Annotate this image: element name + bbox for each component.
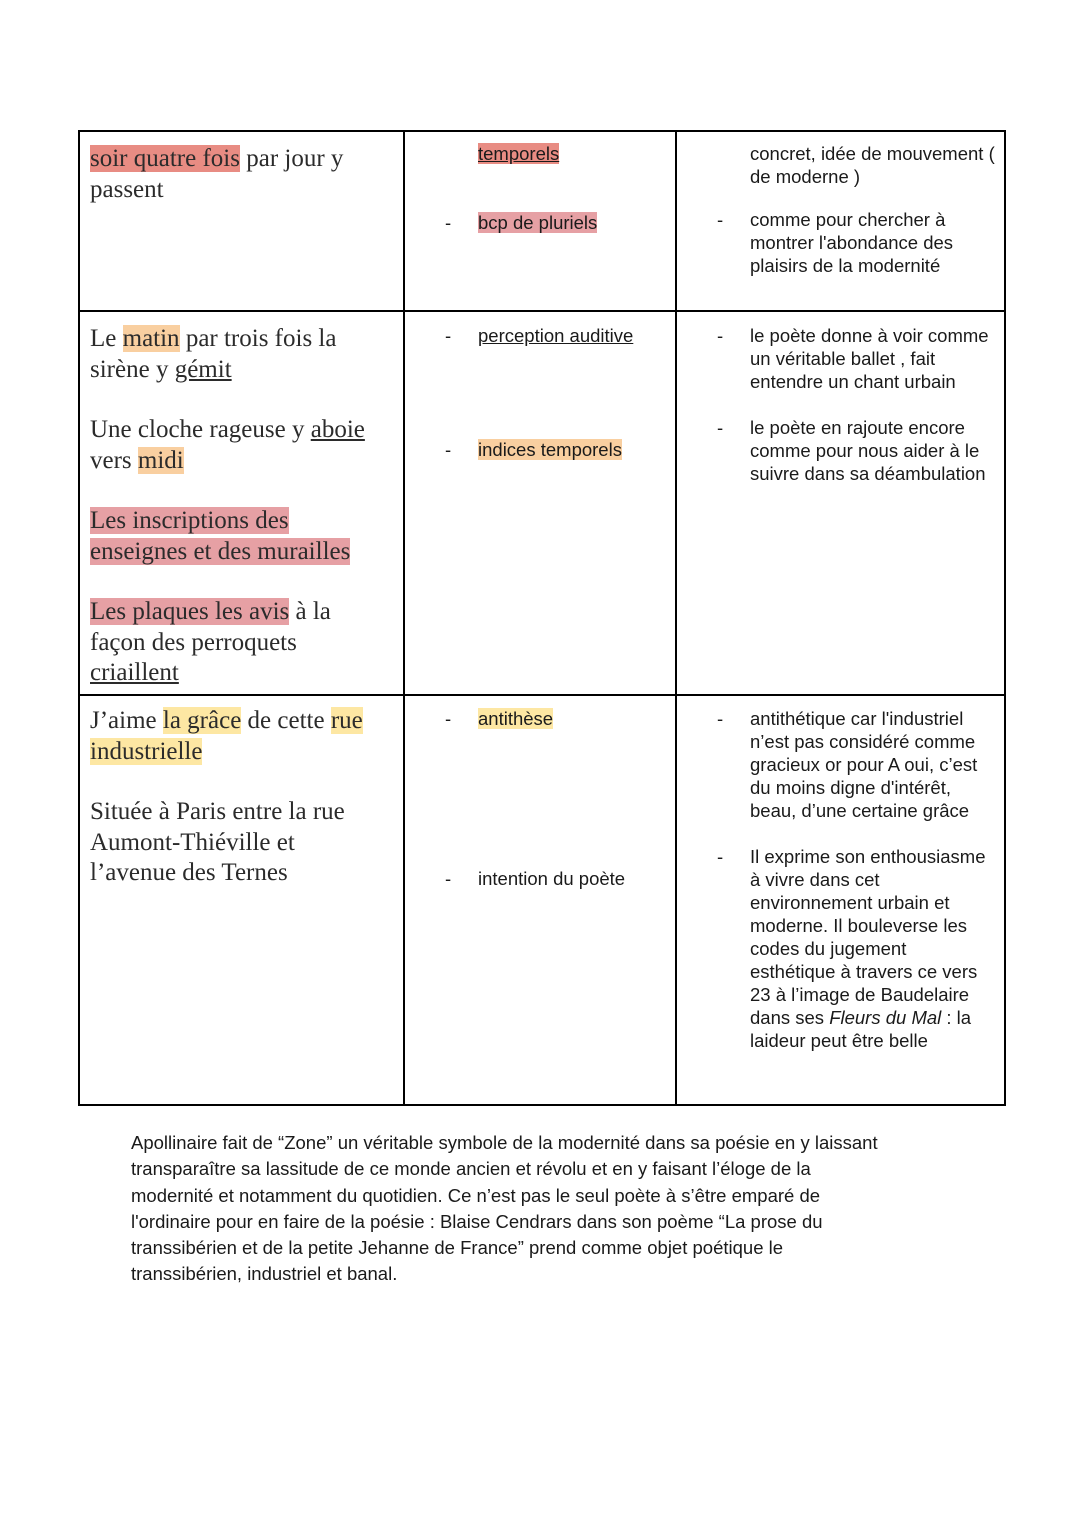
conclusion-line: Apollinaire fait de “Zone” un véritable symbole de la modernité dans sa poésie en y laissant bbox=[131, 1132, 878, 1153]
bullet-dash: - bbox=[445, 325, 452, 346]
quote-cell bbox=[79, 695, 404, 1105]
highlighted-text: soir quatre fois bbox=[90, 145, 240, 172]
analysis-table bbox=[78, 130, 1006, 1106]
interpretation-text: le poète donne à voir comme un véritable ballet , fait entendre un chant urbain bbox=[750, 325, 989, 392]
quote-text: façon des perroquets bbox=[90, 628, 297, 656]
highlighted-text: la grâce bbox=[162, 707, 242, 734]
quote-text: Le bbox=[90, 325, 123, 352]
highlighted-text: matin bbox=[122, 325, 180, 352]
interpretation-text: comme pour chercher à montrer l'abondance des plaisirs de la modernité bbox=[750, 209, 954, 276]
highlighted-text: Les plaques les avis bbox=[90, 598, 290, 625]
procedes-cell bbox=[404, 311, 676, 695]
quote-text: Une cloche rageuse y bbox=[90, 416, 311, 443]
quote-text: Aumont-Thiéville et bbox=[90, 828, 295, 856]
interpretation-text: le poète en rajoute encore comme pour nous aider à le suivre dans sa déambulation bbox=[750, 417, 986, 484]
interpretation-cell bbox=[676, 695, 1005, 1105]
conclusion-line: transparaître sa lassitude de ce monde ancien et révolu et en y faisant l’éloge de la bbox=[131, 1158, 811, 1180]
conclusion-line: l'ordinaire pour en faire de la poésie : Blaise Cendrars dans son poème “La prose du bbox=[131, 1210, 823, 1232]
highlighted-text: rue bbox=[330, 707, 363, 734]
conclusion-line: transsibérien, industriel et banal. bbox=[131, 1263, 398, 1285]
italic-title: Fleurs du Mal bbox=[829, 1007, 942, 1028]
bullet-dash: - bbox=[445, 212, 452, 233]
interpretation-cell bbox=[676, 131, 1005, 311]
quote-text: par jour y bbox=[239, 145, 344, 172]
highlighted-text: midi bbox=[137, 446, 184, 474]
quote-text: Située à Paris entre la rue bbox=[90, 798, 345, 825]
quote-text: passent bbox=[90, 175, 164, 203]
interpretation-text: antithétique car l'industriel n’est pas considéré comme gracieux or pour A oui, c’est du moins digne d'intérêt, beau, d’une certaine grâce bbox=[750, 708, 978, 821]
highlighted-text: Les inscriptions des bbox=[90, 507, 289, 534]
quote-text: J’aime bbox=[90, 707, 163, 734]
conclusion-line: transsibérien et de la petite Jehanne de France” prend comme objet poétique le bbox=[131, 1237, 784, 1259]
underlined-text: criaillent bbox=[90, 659, 179, 686]
highlighted-text: enseignes et des murailles bbox=[90, 537, 351, 565]
table-row bbox=[79, 131, 1005, 311]
bullet-dash: - bbox=[445, 708, 452, 729]
quote-cell bbox=[79, 311, 404, 695]
procede-text: temporels bbox=[478, 143, 560, 164]
bullet-dash: - bbox=[717, 846, 724, 867]
procedes-cell bbox=[404, 695, 676, 1105]
quote-text: vers bbox=[90, 446, 138, 474]
table-row bbox=[79, 311, 1005, 695]
procedes-cell bbox=[404, 131, 676, 311]
procede-text: indices temporels bbox=[478, 439, 622, 460]
quote-text: à la bbox=[289, 598, 331, 625]
underlined-text: gémit bbox=[174, 355, 232, 383]
procede-text: perception auditive bbox=[478, 325, 634, 346]
bullet-dash: - bbox=[717, 209, 724, 230]
interpretation-text: Il exprime son enthousiasme à vivre dans cet environnement urbain et moderne. Il bouleverse les codes du jugement esthétique à travers ce vers 23 à l’image de Baudelaire dans ses bbox=[750, 846, 986, 1028]
quote-text: sirène y bbox=[90, 355, 175, 383]
quote-text: de cette bbox=[241, 707, 331, 734]
quote-text: l’avenue des Ternes bbox=[90, 859, 288, 886]
table-row bbox=[79, 695, 1005, 1105]
conclusion-line: modernité et notamment du quotidien. Ce n’est pas le seul poète à s’être emparé de bbox=[131, 1184, 821, 1206]
interpretation-text: : la laideur peut être belle bbox=[750, 1007, 972, 1051]
interpretation-text: concret, idée de mouvement ( de moderne ) bbox=[750, 143, 995, 187]
quote-text: par trois fois la bbox=[179, 325, 337, 352]
underlined-text: aboie bbox=[310, 416, 365, 443]
procede-text: bcp de pluriels bbox=[478, 212, 598, 233]
bullet-dash: - bbox=[717, 708, 724, 729]
bullet-dash: - bbox=[445, 868, 452, 889]
bullet-dash: - bbox=[717, 417, 724, 438]
highlighted-text: industrielle bbox=[90, 737, 203, 765]
procede-text: intention du poète bbox=[478, 868, 626, 889]
interpretation-cell bbox=[676, 311, 1005, 695]
bullet-dash: - bbox=[445, 439, 452, 460]
conclusion-paragraph bbox=[131, 1130, 951, 1288]
bullet-dash: - bbox=[717, 325, 724, 346]
procede-text: antithèse bbox=[478, 708, 554, 729]
quote-cell bbox=[79, 131, 404, 311]
